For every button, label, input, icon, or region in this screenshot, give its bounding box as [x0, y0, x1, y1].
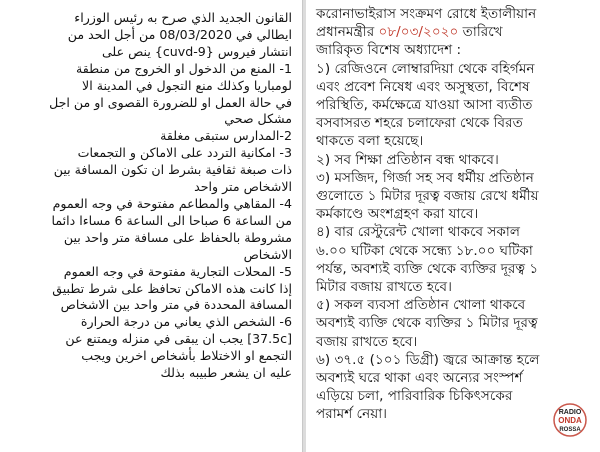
arabic-point-1: 1- المنع من الدخول او الخروج من منطقة لومباريا وكذلك منع التجول في المدينة الا في حالة العمل او للضرورة القصوى او من اجل مشكل صحي [49, 60, 292, 127]
bengali-point-5: ৫) সকল ব্যবসা প্রতিষ্ঠান খোলা থাকবে অবশ্যই ব্যক্তি থেকে ব্যক্তির ১ মিটার দূরত্ব বজায় রাখতে হবে। [316, 297, 538, 350]
bengali-point-1: ১) রেজিওনে লোম্বারদিয়া থেকে বহির্গমন এবং প্রবেশ নিষেধ এবং অসুস্থতা, বিশেষ পরিস্থিতি, কর্মক্ষেত্রে যাওয়া আসা ব্যতীত বসবাসরত শহরে চলাফেরা থেকে বিরত থাকতে বলা হয়েছে। [316, 60, 535, 150]
radio-onda-rossa-logo [548, 402, 592, 438]
arabic-point-3: 3- امكانية التردد على الاماكن و التجمعات ذات صبغة ثقافية بشرط ان تكون المسافة بين الاشخاص متر واحد [53, 145, 292, 195]
bengali-point-2: ২) সব শিক্ষা প্রতিষ্ঠান বন্ধ থাকবে। [316, 151, 499, 168]
bengali-intro-line-2 [316, 23, 592, 41]
bengali-point-4: ৪) বার রেস্টুরেন্ট খোলা থাকবে সকাল ৬.০০ ঘটিকা থেকে সন্ধ্যে ১৮.০০ ঘটিকা পর্যন্ত, অবশ্যই ব্যক্তি থেকে ব্যক্তির দূরত্ব ১ মিটার বজায় রাখতে হবে। [316, 224, 539, 296]
arabic-point-4: 4- المقاهي والمطاعم مفتوحة في وجه العموم من الساعة 6 صباحا الى الساعة 6 مساءا دائما مشروطة بالحفاظ على مسافة متر واحد بين الاشخاص [51, 195, 292, 262]
arabic-point-2: 2-المدارس ستبقى مغلقة [160, 128, 292, 144]
bengali-announcement-panel [306, 0, 600, 452]
arabic-point-6: 6- الشخص الذي يعاني من درجة الحرارة [37.5c] يجب ان يبقى في منزله ويمتنع عن التجمع او الاختلاط بأشخاص اخرين ويجب عليه ان يشعر طبيبه بذلك [65, 314, 292, 381]
bengali-intro-prefix: প্রধানমন্ত্রীর [316, 24, 379, 41]
bengali-intro-date: ০৮/০৩/২০২০ [378, 24, 459, 41]
arabic-point-5: 5- المحلات التجارية مفتوحة في وجه العموم إذا كانت هذه الاماكن تحافظ على شرط تطبيق المسافة المحددة في متر واحد بين الاشخاص [52, 263, 292, 313]
logo-line-3: ROSSA [559, 427, 581, 433]
logo-line-2: ONDA [558, 416, 582, 425]
arabic-intro-paragraph: القانون الجديد الذي صرح به رئيس الوزراء ايطالي في 08/03/2020 من أجل الحد من انتشار فيروس {cuvd-9} ينص على [67, 10, 292, 59]
logo-line-1: RADIO [558, 409, 582, 416]
bengali-intro-line-3: জারিকৃত বিশেষ অধ্যাদেশ : [316, 42, 462, 59]
bengali-intro-line-1: করোনাভাইরাস সংক্রমণ রোধে ইতালীয়ান [316, 6, 537, 22]
bengali-point-3: ৩) মসজিদ, গির্জা সহ সব ধর্মীয় প্রতিষ্ঠান গুলোতে ১ মিটার দূরত্ব বজায় রেখে ধর্মীয় কর্মকাণ্ডে অংশগ্রহণ করা যাবে। [316, 169, 539, 223]
radio-logo-icon [548, 402, 592, 438]
bengali-point-6: ৬) ৩৭.৫ (১০১ ডিগ্রী) জ্বরে আক্রান্ত হলে অবশ্যই ঘরে থাকা এবং অন্যের সংস্পর্শ এড়িয়ে চলা, পারিবারিক চিকিৎসকের পরামর্শ নেয়া। [316, 351, 540, 423]
bengali-intro-suffix: তারিখে [458, 24, 503, 41]
